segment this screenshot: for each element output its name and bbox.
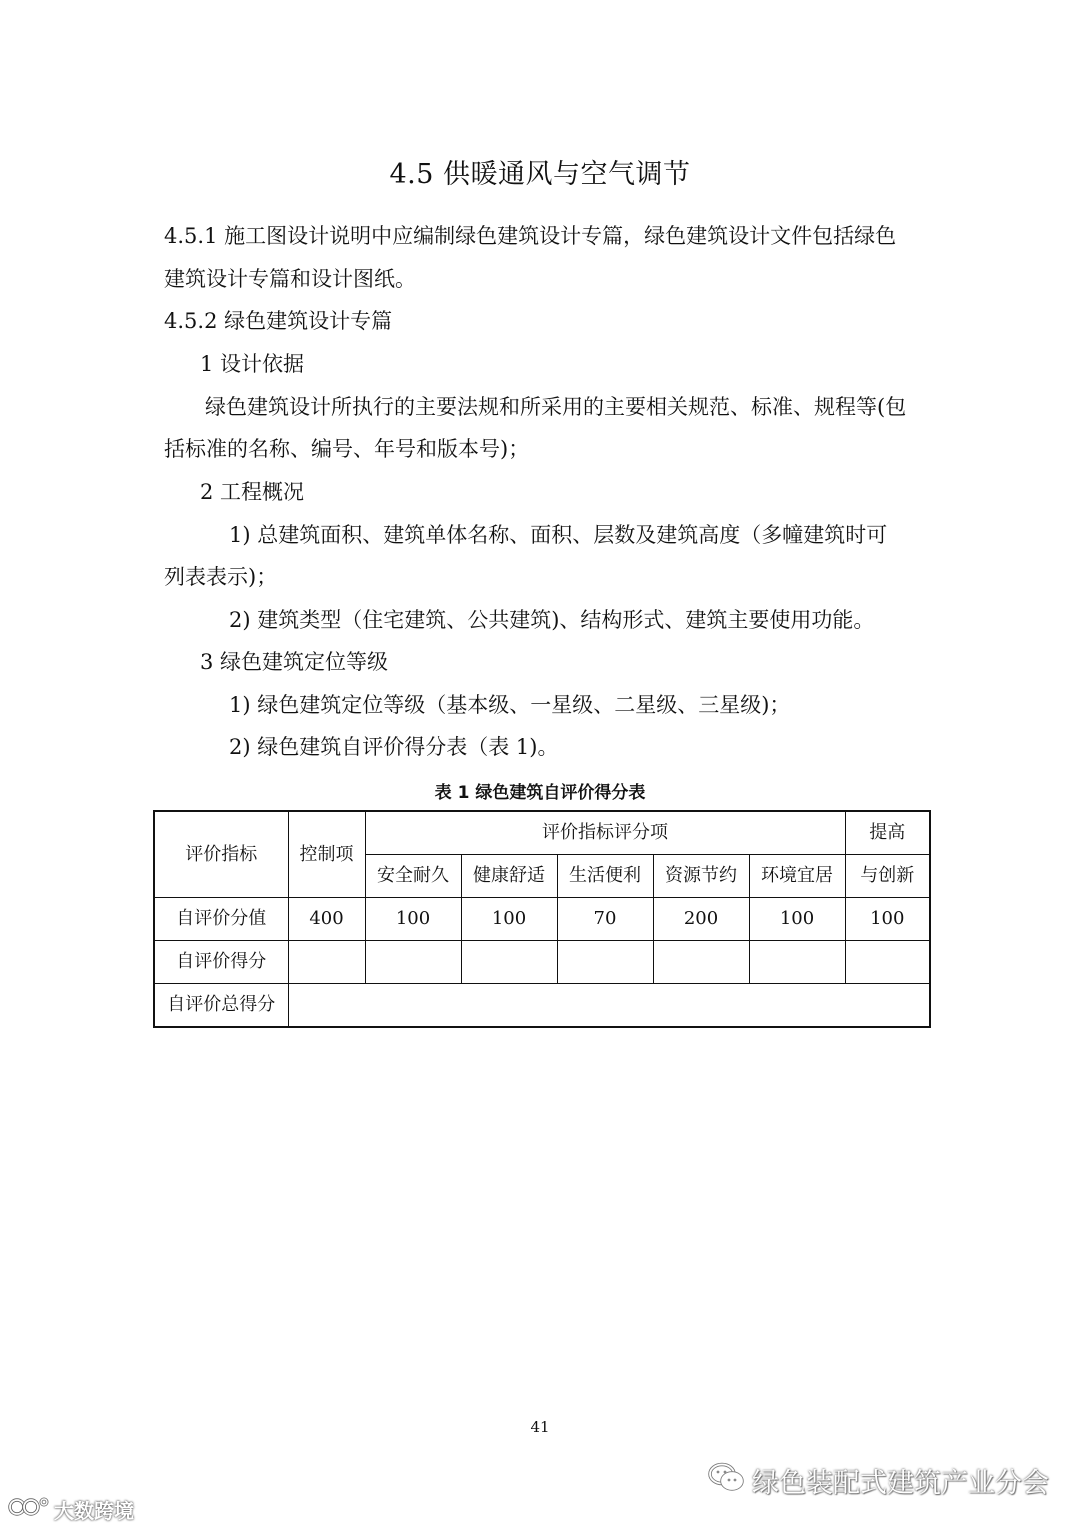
- table-cell: 100: [365, 898, 461, 941]
- item2-sub1-line1: 1) 总建筑面积、建筑单体名称、面积、层数及建筑高度（多幢建筑时可: [229, 523, 888, 547]
- table-cell: 100: [749, 898, 845, 941]
- wechat-icon: [708, 1462, 744, 1499]
- table-cell-empty: [288, 984, 930, 1028]
- header-category: 资源节约: [653, 855, 749, 898]
- paragraph-4-5-1-line2: 建筑设计专篇和设计图纸。: [164, 267, 416, 291]
- header-category: 健康舒适: [461, 855, 557, 898]
- table-cell: 200: [653, 898, 749, 941]
- item2-heading: 2 工程概况: [200, 480, 305, 504]
- row-label: 自评价总得分: [154, 984, 288, 1028]
- table-row: [154, 984, 930, 1028]
- table-cell-empty: [845, 941, 930, 984]
- logo-icon: [8, 1496, 50, 1523]
- score-table: [153, 810, 931, 1028]
- item1-line2: 括标准的名称、编号、年号和版本号)；: [164, 437, 530, 461]
- header-category: 生活便利: [557, 855, 653, 898]
- table-cell: 70: [557, 898, 653, 941]
- item3-sub1: 1) 绿色建筑定位等级（基本级、一星级、二星级、三星级)；: [229, 693, 791, 717]
- header-innovation-line2: 与创新: [845, 855, 930, 898]
- table-row: [154, 898, 930, 941]
- item3-heading: 3 绿色建筑定位等级: [200, 650, 389, 674]
- item1-heading: 1 设计依据: [200, 352, 305, 376]
- page-number: 41: [530, 1418, 550, 1436]
- item2-sub2: 2) 建筑类型（住宅建筑、公共建筑)、结构形式、建筑主要使用功能。: [229, 608, 875, 632]
- header-group: 评价指标评分项: [365, 811, 845, 855]
- header-control: 控制项: [288, 811, 365, 898]
- section-title: 4.5 供暖通风与空气调节: [389, 159, 691, 190]
- row-label: 自评价分值: [154, 898, 288, 941]
- table-cell-empty: [288, 941, 365, 984]
- item2-sub1-line2: 列表表示)；: [164, 565, 278, 589]
- header-innovation-line1: 提高: [845, 811, 930, 855]
- table-cell-empty: [461, 941, 557, 984]
- header-category: 安全耐久: [365, 855, 461, 898]
- table-row: [154, 941, 930, 984]
- table-cell: 100: [845, 898, 930, 941]
- watermark-right: [708, 1460, 1049, 1500]
- watermark-right-text: 绿色装配式建筑产业分会: [752, 1467, 1049, 1499]
- watermark-left: [8, 1494, 134, 1524]
- header-category: 环境宜居: [749, 855, 845, 898]
- watermark-left-text: 大数跨境: [54, 1498, 134, 1523]
- table-cell-empty: [365, 941, 461, 984]
- item1-line1: 绿色建筑设计所执行的主要法规和所采用的主要相关规范、标准、规程等(包: [205, 395, 907, 419]
- table-cell: 100: [461, 898, 557, 941]
- table-cell-empty: [557, 941, 653, 984]
- row-label: 自评价得分: [154, 941, 288, 984]
- paragraph-4-5-1-line1: 4.5.1 施工图设计说明中应编制绿色建筑设计专篇，绿色建筑设计文件包括绿色: [164, 224, 897, 248]
- paragraph-4-5-2: 4.5.2 绿色建筑设计专篇: [164, 309, 393, 333]
- item3-sub2: 2) 绿色建筑自评价得分表（表 1)。: [229, 735, 559, 759]
- header-indicator: 评价指标: [154, 811, 288, 898]
- table-caption: 表 1 绿色建筑自评价得分表: [434, 783, 646, 803]
- table-cell-empty: [653, 941, 749, 984]
- table-cell: 400: [288, 898, 365, 941]
- table-cell-empty: [749, 941, 845, 984]
